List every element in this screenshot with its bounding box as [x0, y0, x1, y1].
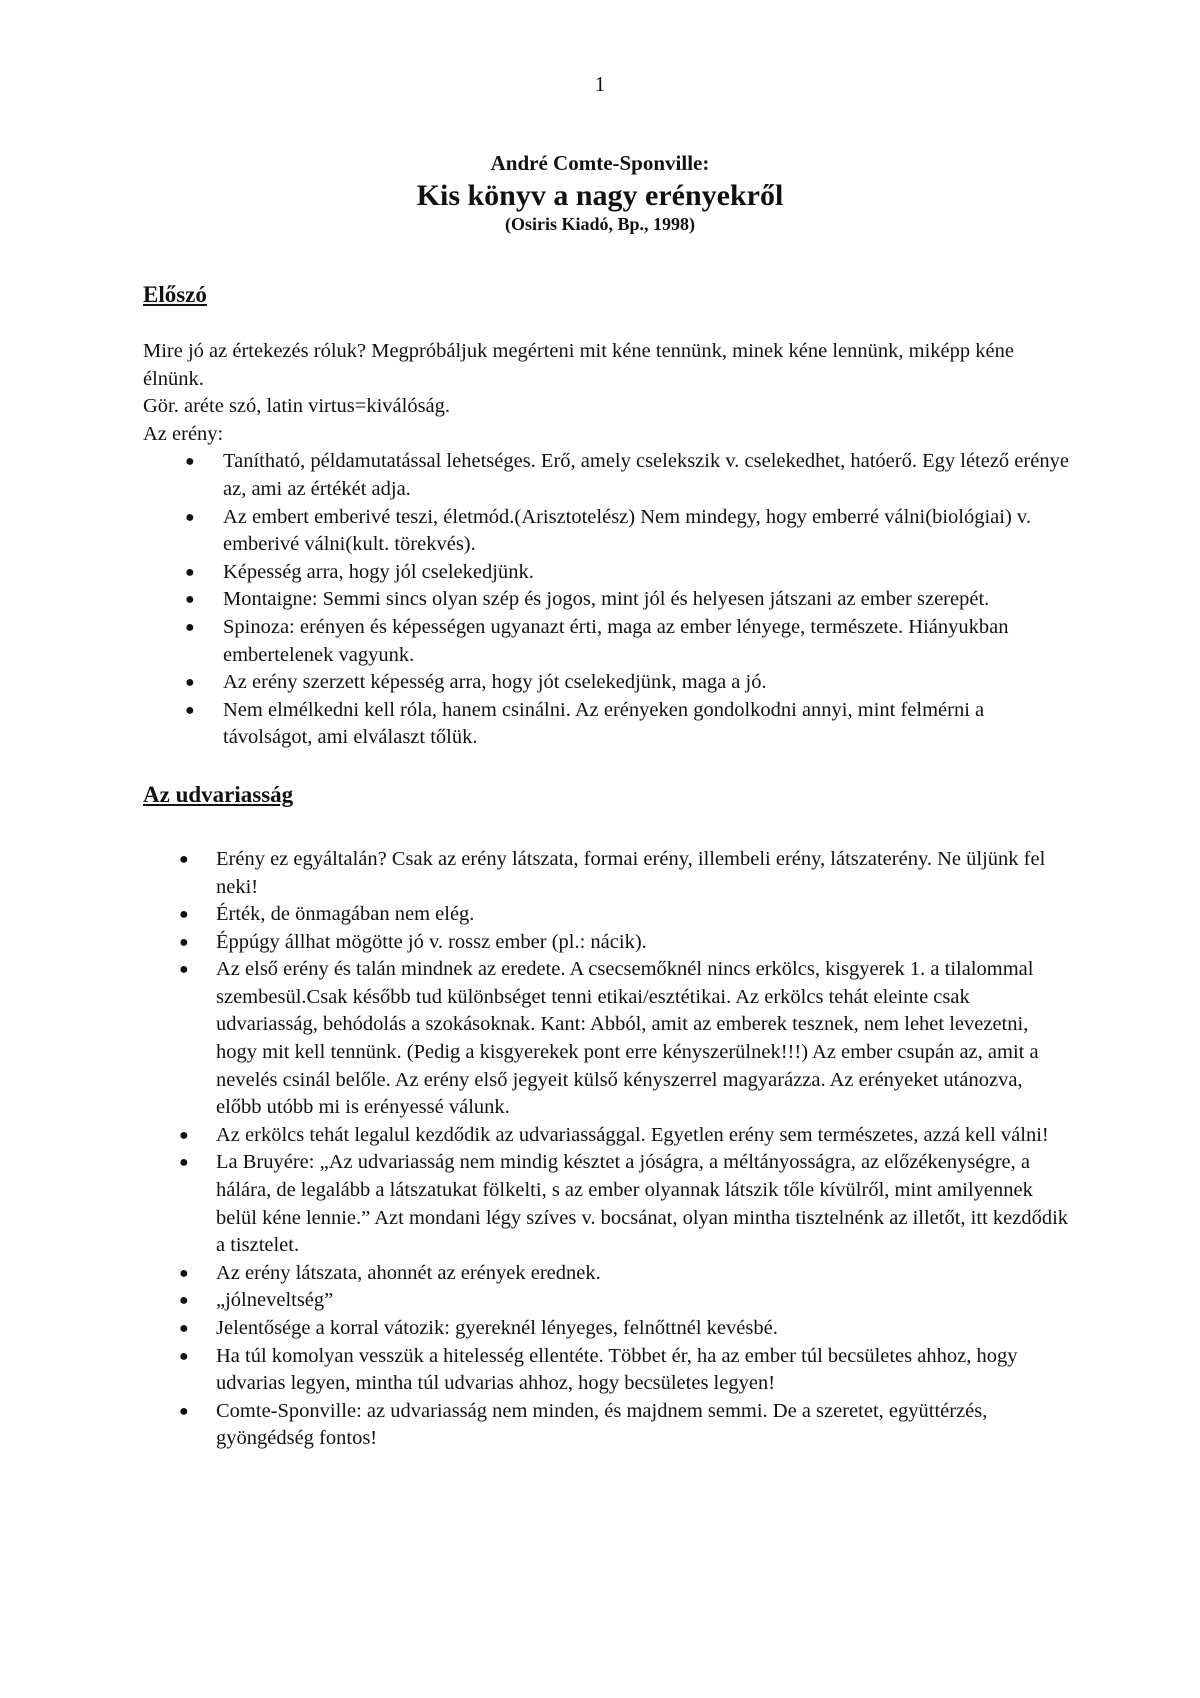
- bullet-icon: ●: [179, 1264, 189, 1282]
- list-item: [143, 1122, 1073, 1150]
- list-item: [143, 586, 1073, 614]
- bullet-icon: ●: [179, 1292, 189, 1310]
- bullet-icon: ●: [179, 1347, 189, 1365]
- intro-paragraph: Az erény:: [143, 422, 224, 445]
- list-item: [143, 669, 1073, 697]
- list-item: [143, 1260, 1073, 1288]
- list-item: [143, 1315, 1073, 1343]
- bullet-icon: ●: [185, 591, 195, 609]
- list-item: [143, 901, 1073, 929]
- list-item-text: Nem elmélkedni kell róla, hanem csinálni. Az erényeken gondolkodni annyi, mint felmérni a távolságot, ami elválaszt tőlük.: [223, 698, 985, 749]
- list-item: [143, 1343, 1073, 1398]
- list-item-text: Az erény látszata, ahonnét az erények erednek.: [216, 1261, 601, 1284]
- list-item: [143, 504, 1073, 559]
- author: André Comte-Sponville:: [490, 151, 710, 175]
- list-item: [143, 956, 1073, 1122]
- list-item-text: Az erény szerzett képesség arra, hogy jót cselekedjünk, maga a jó.: [223, 671, 767, 694]
- bullet-icon: ●: [179, 1320, 189, 1337]
- bullet-icon: ●: [179, 961, 189, 979]
- list-item: [143, 1287, 1073, 1315]
- bullet-icon: ●: [185, 508, 195, 526]
- intro-paragraph: Mire jó az értekezés róluk? Megpróbáljuk megérteni mit kéne tennünk, minek kéne lennünk, miképp kéne élnünk.: [143, 340, 1014, 390]
- list-item: [143, 1149, 1073, 1259]
- list-item-text: Éppúgy állhat mögötte jó v. rossz ember (pl.: nácik).: [216, 930, 647, 953]
- list-item: [143, 448, 1073, 503]
- list-item-text: Tanítható, példamutatással lehetséges. Erő, amely cselekszik v. cselekedhet, hatóerő. Egy létező erénye az, ami az értékét adja.: [223, 450, 1069, 500]
- bullet-list-eloszo: [143, 448, 1073, 752]
- publisher: (Osiris Kiadó, Bp., 1998): [504, 214, 696, 234]
- list-item-text: Spinoza: erényen és képességen ugyanazt érti, maga az ember lényege, természete. Hiányukban embertelenek vagyunk.: [223, 615, 1009, 666]
- list-item: [143, 559, 1073, 587]
- section-heading-eloszo: Előszó: [143, 282, 207, 307]
- list-item: [143, 846, 1073, 901]
- list-item-text: Comte-Sponville: az udvariasság nem minden, és majdnem semmi. De a szeretet, együttérzés, gyöngédség fontos!: [216, 1399, 988, 1450]
- page-number: 1: [594, 72, 606, 96]
- section-heading-udvariassag: Az udvariasság: [143, 781, 294, 807]
- list-item-text: Erény ez egyáltalán? Csak az erény látszata, formai erény, illembeli erény, látszaterény. Ne üljünk fel neki!: [216, 847, 1046, 898]
- intro-paragraph: Gör. aréte szó, latin virtus=kiválóság.: [143, 395, 451, 418]
- bullet-icon: ●: [179, 1402, 189, 1420]
- bullet-icon: ●: [179, 906, 189, 924]
- list-item-text: La Bruyére: „Az udvariasság nem mindig késztet a jóságra, a méltányosságra, az előzékenységre, a hálára, de legalább a látszatukat fölkelti, s az ember olyannak látszik tőle kívülről, mint amilyennek belül kéne lennie.” Azt mondani légy szíves v. bocsánat, olyan mintha tisztelnénk az illetőt, itt kezdődik a tisztelet.: [216, 1151, 1069, 1257]
- list-item: [143, 697, 1073, 752]
- bullet-icon: ●: [185, 674, 195, 692]
- bullet-icon: ●: [179, 850, 189, 868]
- list-item: [143, 614, 1073, 669]
- list-item-text: Az első erény és talán mindnek az eredete. A csecsemőknél nincs erkölcs, kisgyerek 1. a tilalommal szembesül.Csak később tud különbséget tenni etikai/esztétikai. Az erkölcs tehát eleinte csak udvariasság, behódolás a szokásoknak. Kant: Abból, amit az emberek tesznek, nem lehet levezetni, hogy mit kell tennünk. (Pedig a kisgyerekek pont erre kényszerülnek!!!) Az ember csupán az, amit a nevelés csinál belőle. Az erény első jegyeit külső kényszerrel magyarázza. Az erényeket utánozva, előbb utóbb mi is erényessé válunk.: [216, 958, 1039, 1119]
- book-title: Kis könyv a nagy erényekről: [416, 179, 784, 212]
- document-body: [143, 280, 1073, 1453]
- list-item-text: Ha túl komolyan vesszük a hitelesség ellentéte. Többet ér, ha az ember túl becsületes ahhoz, hogy udvarias legyen, mintha túl udvarias ahhoz, hogy becsületes legyen!: [216, 1344, 1018, 1395]
- bullet-list-udvariassag: [143, 846, 1073, 1453]
- list-item-text: „jólneveltség”: [216, 1289, 334, 1312]
- list-item: [143, 1398, 1073, 1453]
- bullet-icon: ●: [185, 701, 195, 719]
- list-item-text: Képesség arra, hogy jól cselekedjünk.: [223, 560, 534, 583]
- list-item-text: Jelentősége a korral vátozik: gyereknél lényeges, felnőttnél kevésbé.: [216, 1317, 778, 1339]
- bullet-icon: ●: [185, 453, 195, 471]
- bullet-icon: ●: [179, 1126, 189, 1144]
- list-item-text: Az embert emberivé teszi, életmód.(Arisztotelész) Nem mindegy, hogy emberré válni(biológiai) v. emberivé válni(kult. törekvés).: [223, 505, 1031, 556]
- document-header: [0, 150, 1200, 234]
- list-item-text: Az erkölcs tehát legalul kezdődik az udvariassággal. Egyetlen erény sem természetes, azzá kell válni!: [216, 1123, 1049, 1146]
- list-item-text: Montaigne: Semmi sincs olyan szép és jogos, mint jól és helyesen játszani az ember szerepét.: [223, 588, 990, 611]
- list-item-text: Érték, de önmagában nem elég.: [216, 903, 475, 926]
- bullet-icon: ●: [179, 1154, 189, 1172]
- bullet-icon: ●: [185, 618, 195, 636]
- bullet-icon: ●: [179, 933, 189, 951]
- bullet-icon: ●: [185, 563, 195, 581]
- list-item: [143, 929, 1073, 957]
